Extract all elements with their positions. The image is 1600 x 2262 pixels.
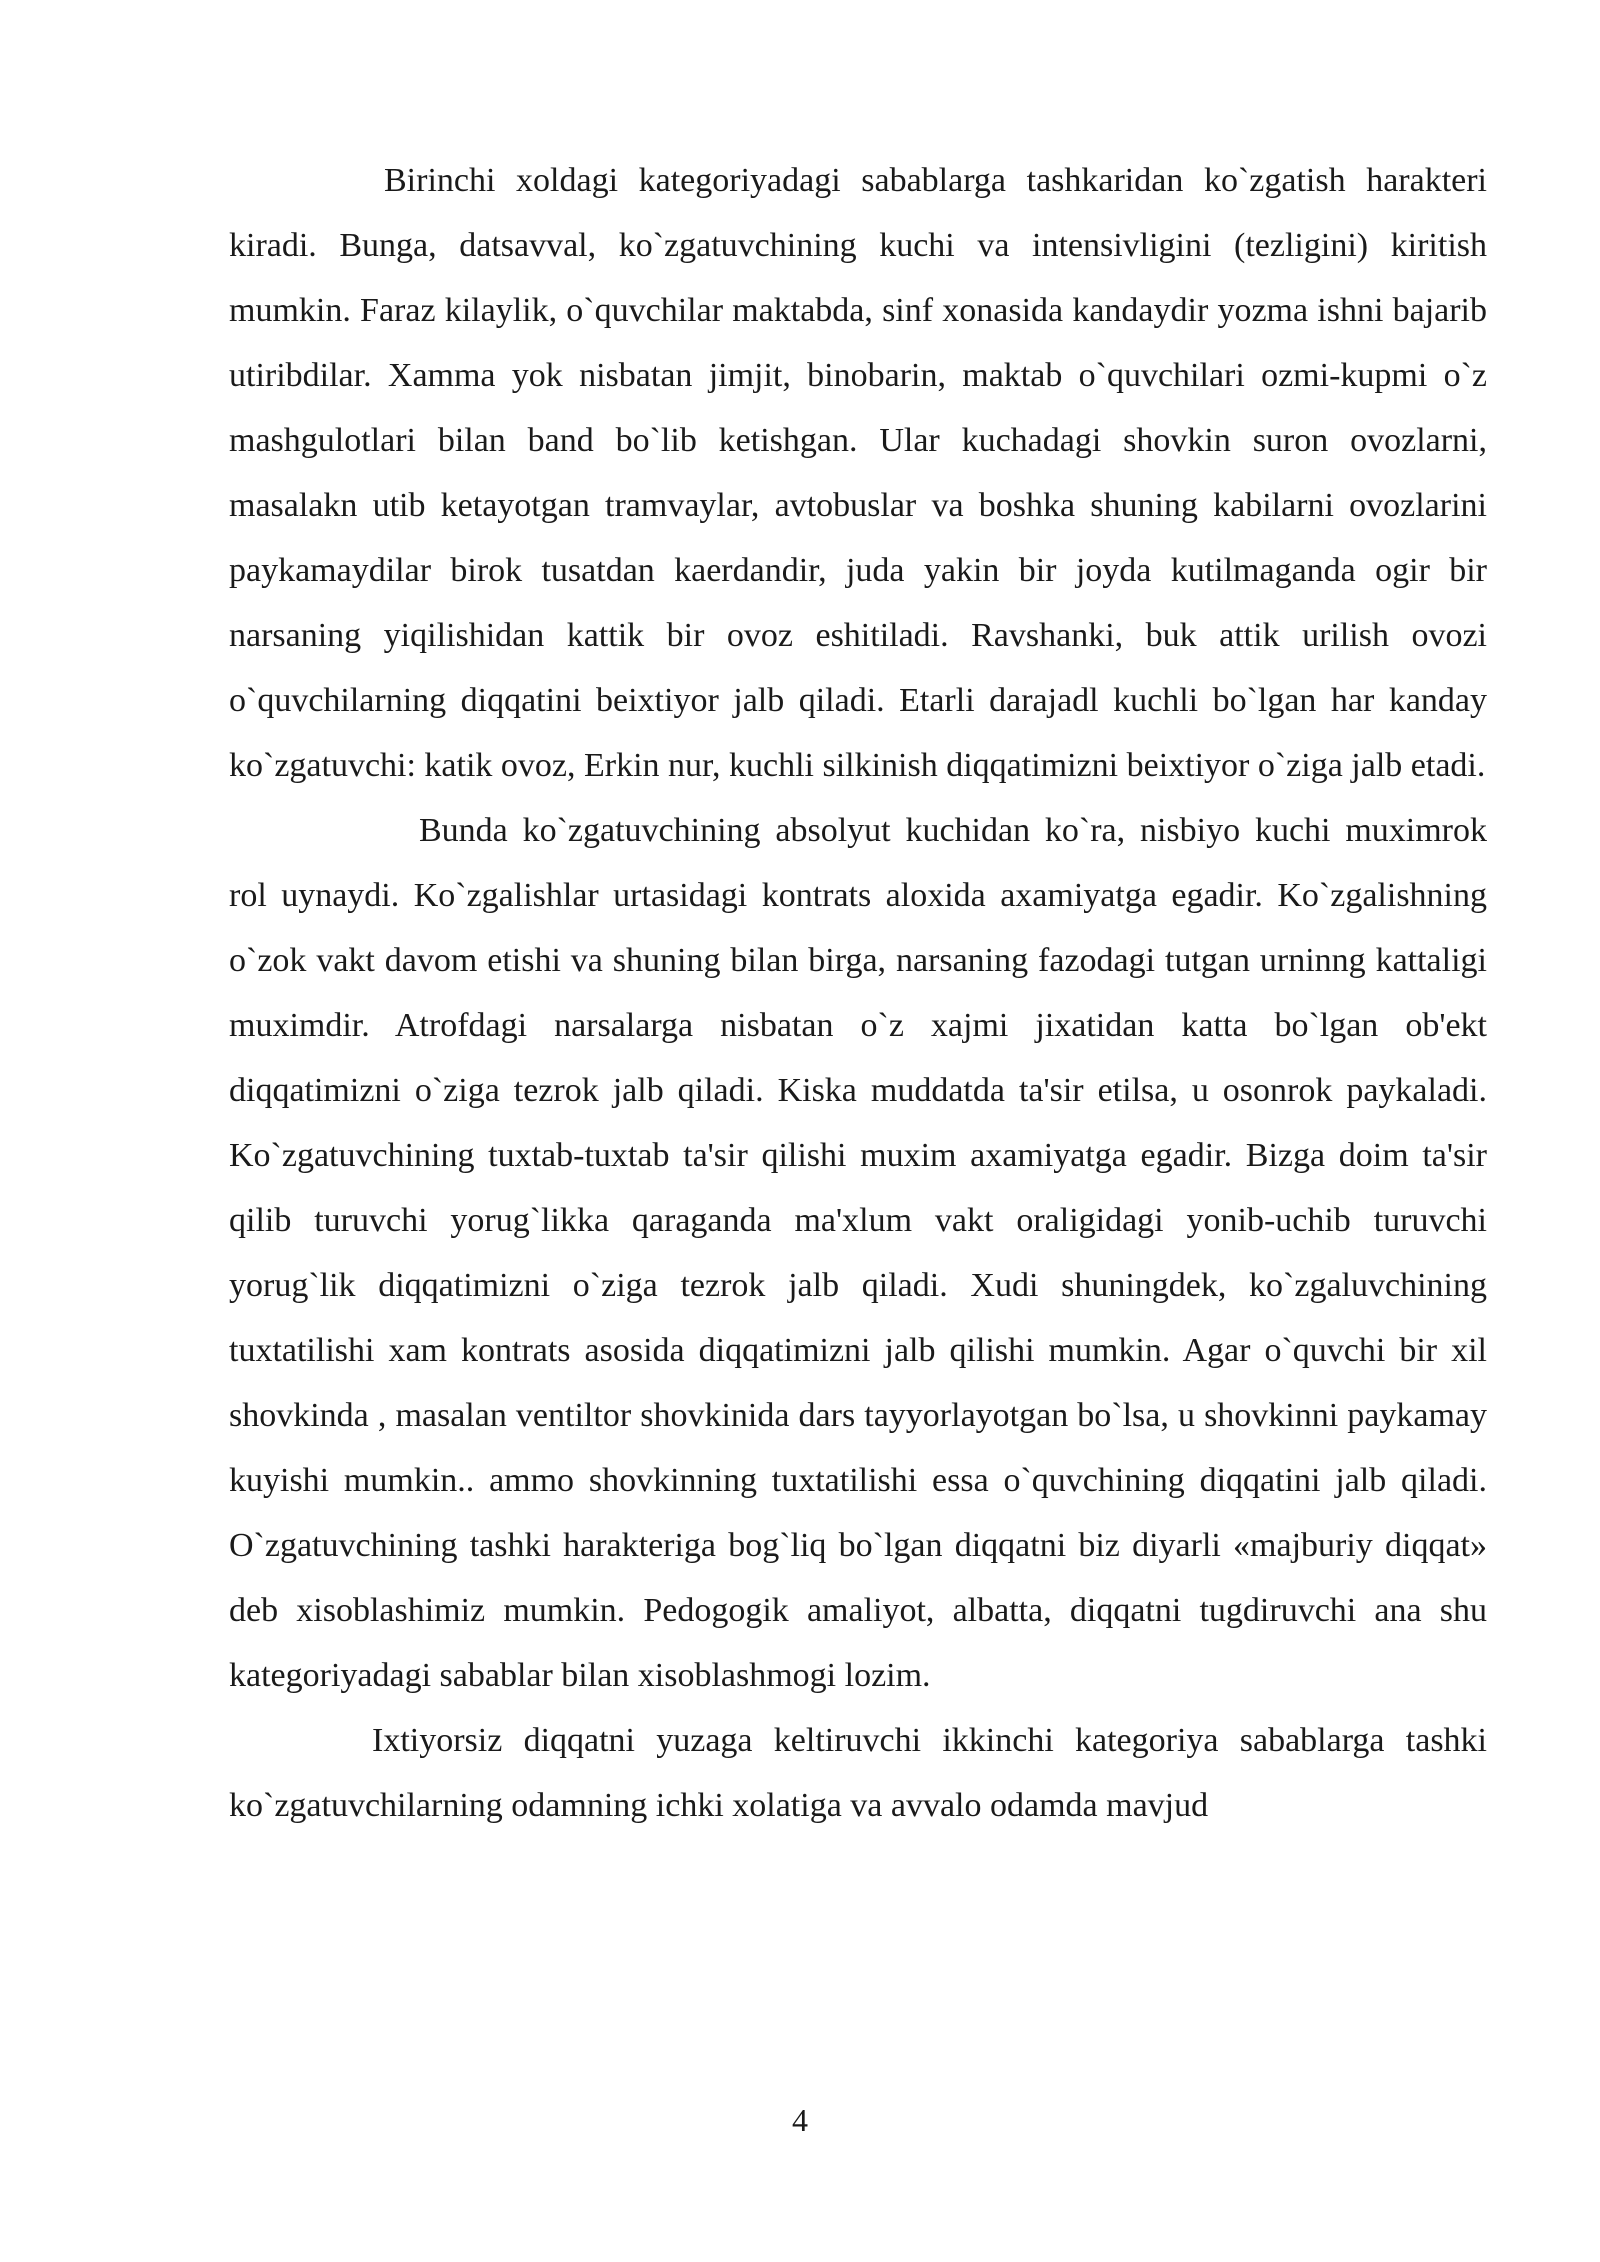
- page-number: 4: [792, 2102, 808, 2138]
- paragraph: Birinchi xoldagi kategoriyadagi sabablarga tashkaridan ko`zgatish harakteri kiradi. Bunga, datsavval, ko`zgatuvchining kuchi va intensivligini (tezligini) kiritish mumkin. Faraz kilaylik, o`quvchilar maktabda, sinf xonasida kandaydir yozma ishni bajarib utiribdilar. Xamma yok nisbatan jimjit, binobarin, maktab o`quvchilari ozmi-kupmi o`z mashgulotlari bilan band bo`lib ketishgan. Ular kuchadagi shovkin suron ovozlarni, masalakn utib ketayotgan tramvaylar, avtobuslar va boshka shuning kabilarni ovozlarini paykamaydilar birok tusatdan kaerdandir, juda yakin bir joyda kutilmaganda ogir bir narsaning yiqilishidan kattik bir ovoz eshitiladi. Ravshanki, buk attik urilish ovozi o`quvchilarning diqqatini beixtiyor jalb qiladi. Etarli darajadl kuchli bo`lgan har kanday ko`zgatuvchi: katik ovoz, Erkin nur, kuchli silkinish diqqatimizni beixtiyor o`ziga jalb etadi.: [229, 162, 1487, 784]
- paragraph: Ixtiyorsiz diqqatni yuzaga keltiruvchi ikkinchi kategoriya sabablarga tashki ko`zgatuvchilarning odamning ichki xolatiga va avvalo odamda mavjud: [229, 1722, 1487, 1824]
- document-body: [229, 148, 1487, 1838]
- paragraph: Bunda ko`zgatuvchining absolyut kuchidan ko`ra, nisbiyo kuchi muximrok rol uynaydi. Ko`zgalishlar urtasidagi kontrats aloxida axamiyatga egadir. Ko`zgalishning o`zok vakt davom etishi va shuning bilan birga, narsaning fazodagi tutgan urninng kattaligi muximdir. Atrofdagi narsalarga nisbatan o`z xajmi jixatidan katta bo`lgan ob'ekt diqqatimizni o`ziga tezrok jalb qiladi. Kiska muddatda ta'sir etilsa, u osonrok paykaladi. Ko`zgatuvchining tuxtab-tuxtab ta'sir qilishi muxim axamiyatga egadir. Bizga doim ta'sir qilib turuvchi yorug`likka qaraganda ma'xlum vakt oraligidagi yonib-uchib turuvchi yorug`lik diqqatimizni o`ziga tezrok jalb qiladi. Xudi shuningdek, ko`zgaluvchining tuxtatilishi xam kontrats asosida diqqatimizni jalb qilishi mumkin. Agar o`quvchi bir xil shovkinda , masalan ventiltor shovkinida dars tayyorlayotgan bo`lsa, u shovkinni paykamay kuyishi mumkin.. ammo shovkinning tuxtatilishi essa o`quvchining diqqatini jalb qiladi. O`zgatuvchining tashki harakteriga bog`liq bo`lgan diqqatni biz diyarli «majburiy diqqat» deb xisoblashimiz mumkin. Pedogogik amaliyot, albatta, diqqatni tugdiruvchi ana shu kategoriyadagi sabablar bilan xisoblashmogi lozim.: [229, 812, 1487, 1694]
